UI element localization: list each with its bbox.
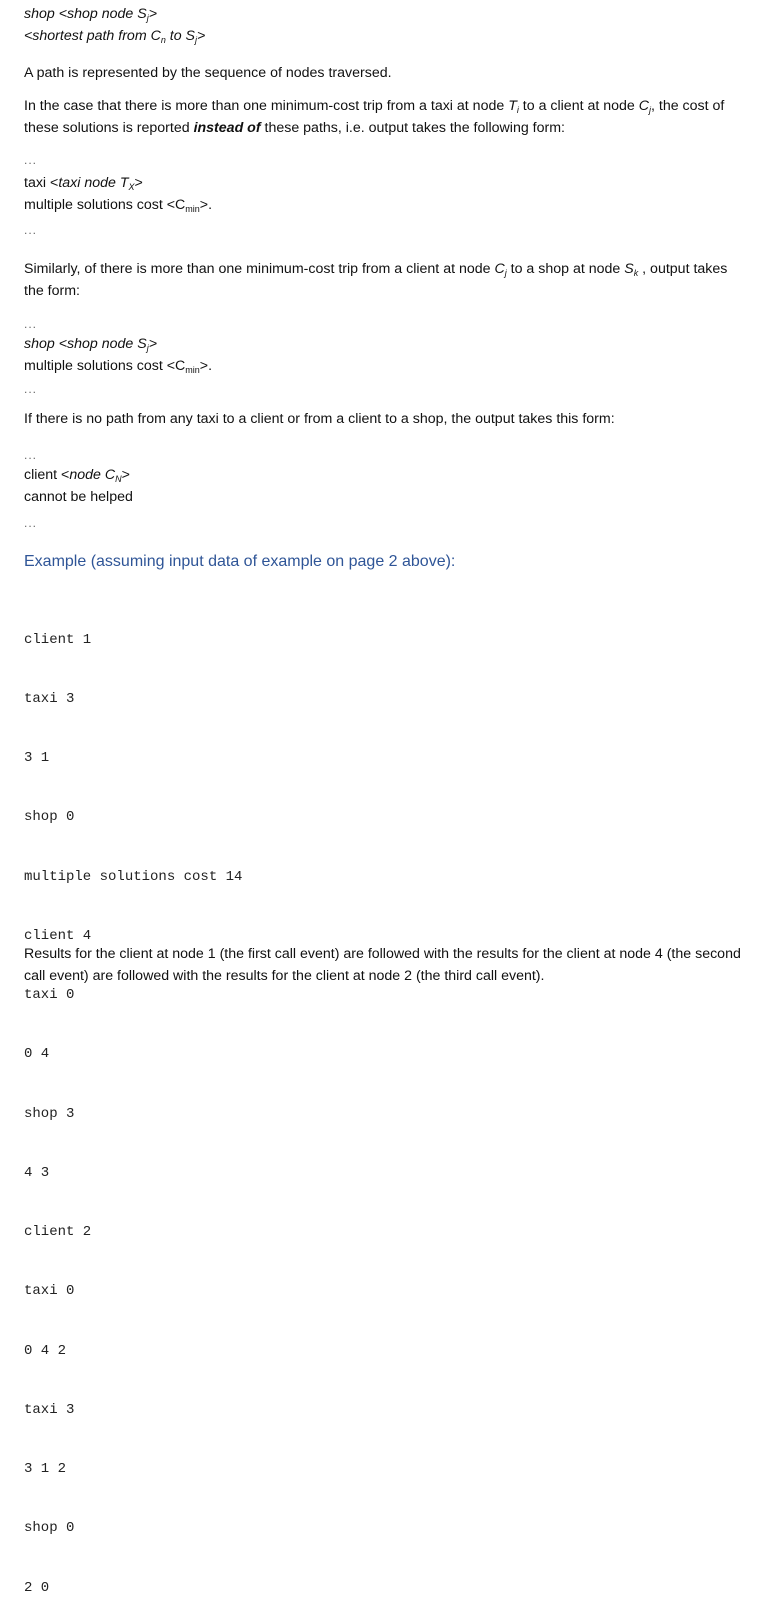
example-line: shop 0 xyxy=(24,1520,75,1537)
example-line: shop 0 xyxy=(24,809,75,826)
example-line: client 1 xyxy=(24,631,92,648)
example-output xyxy=(24,591,747,1618)
example-line: shop 3 xyxy=(24,1105,75,1122)
ellipsis: ... xyxy=(24,223,38,237)
example-line: taxi 0 xyxy=(24,987,75,1003)
client-form-helped-line: cannot be helped xyxy=(24,489,133,505)
shop-form-line: shop <shop node $S_j>$ xyxy=(24,336,157,353)
example-line: client 2 xyxy=(24,1224,92,1240)
path-template-line: <shortest path from $C_n$ to $S_j>$ xyxy=(24,28,206,45)
shop-template-line: shop <shop node $S_j>$ xyxy=(24,6,157,23)
example-line: 0 4 2 xyxy=(24,1342,67,1359)
example-line: taxi 0 xyxy=(24,1283,75,1300)
ellipsis: ... xyxy=(24,317,38,331)
paragraph-path-definition: A path is represented by the sequence of nodes traversed. xyxy=(24,65,392,81)
example-line: taxi 3 xyxy=(24,690,75,707)
ellipsis: ... xyxy=(24,382,38,396)
example-line: 0 4 xyxy=(24,1046,50,1063)
ellipsis: ... xyxy=(24,516,38,530)
ellipsis: ... xyxy=(24,448,38,462)
paragraph-results: Results for the client at node 1 (the first call event) are followed with the results for the client at node 4 (the second call event) are followed with the results for the client at node 2 (the third call event). xyxy=(24,946,741,984)
paragraph-no-path: If there is no path from any taxi to a client or from a client to a shop, the output takes this form: xyxy=(24,411,615,427)
example-heading: Example (assuming input data of example on page 2 above): xyxy=(24,553,456,570)
paragraph-multiple-shop-solutions: Similarly, of there is more than one minimum-cost trip from a client at node $C_j$ to a shop at node $S_k$ , output takes the form: xyxy=(24,261,728,299)
example-line: 3 1 2 xyxy=(24,1461,67,1477)
shop-form-cost-line: multiple solutions $\cos t <C_{min}>$. xyxy=(24,358,213,375)
paragraph-multiple-taxi-solutions: In the case that there is more than one minimum-cost trip from a taxi at node $T_i$ to a client at node $C_j$, the cost of these solutions is reported instead of these paths, i.e. output takes the following form: xyxy=(24,98,725,136)
example-line: client 4 xyxy=(24,927,92,944)
example-line: 4 3 xyxy=(24,1164,50,1181)
example-line: 3 1 xyxy=(24,750,50,766)
ellipsis: ... xyxy=(24,153,38,167)
taxi-form-cost-line: multiple solutions $\cos t <C_{min}>$. xyxy=(24,197,213,214)
client-form-line: client <node $C_N>$ xyxy=(24,467,130,484)
example-line: taxi 3 xyxy=(24,1401,75,1418)
example-line: 2 0 xyxy=(24,1579,50,1596)
taxi-form-line: taxi <taxi node $T_X>$ xyxy=(24,175,143,192)
example-line: multiple solutions cost 14 xyxy=(24,868,243,885)
